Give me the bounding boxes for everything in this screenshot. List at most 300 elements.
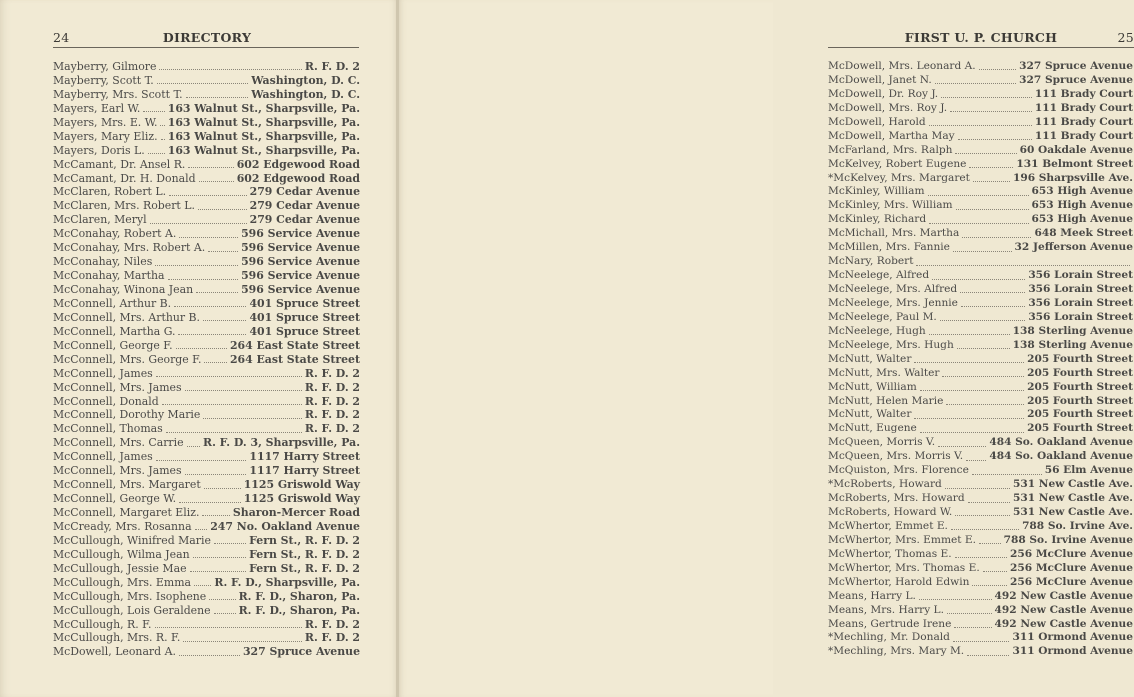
- entry-address: 205 Fourth Street: [1027, 352, 1133, 365]
- entry-name: McCamant, Dr. Ansel R.: [53, 157, 186, 171]
- directory-entry: [828, 255, 1133, 269]
- leader-dots: [962, 237, 1031, 238]
- entry-name: McConnell, Mrs. Arthur B.: [53, 310, 200, 324]
- directory-entry: [53, 102, 360, 116]
- right-page-header: [828, 30, 1134, 46]
- directory-entry: [828, 172, 1133, 186]
- directory-entry: [53, 311, 360, 325]
- leader-dots: [194, 585, 211, 586]
- directory-entry: [828, 116, 1133, 130]
- entry-address: 327 Spruce Avenue: [242, 645, 360, 659]
- entry-address: 32 Jefferson Avenue: [1014, 241, 1133, 254]
- entry-address: 111 Brady Court: [1034, 87, 1133, 100]
- leader-dots: [160, 125, 164, 126]
- entry-name: McNeelege, Mrs. Alfred: [828, 283, 958, 295]
- directory-entry: [828, 631, 1133, 645]
- leader-dots: [143, 111, 164, 112]
- entry-address: 1125 Griswold Way: [243, 478, 360, 492]
- leader-dots: [928, 195, 1029, 196]
- entry-address: 247 No. Oakland Avenue: [210, 519, 360, 533]
- directory-entry: [53, 116, 360, 130]
- leader-dots: [208, 251, 238, 252]
- entry-name: McDowell, Janet N.: [828, 73, 932, 86]
- directory-entry: [828, 130, 1133, 144]
- entry-address: 788 So. Irvine Avenue: [1003, 533, 1133, 546]
- leader-dots: [179, 655, 240, 656]
- directory-list-right: [828, 60, 1133, 659]
- leader-dots: [919, 599, 992, 600]
- entry-address: R. F. D. 2: [304, 631, 360, 645]
- entry-address: Fern St., R. F. D. 2: [249, 561, 360, 575]
- entry-name: McDowell, Martha May: [828, 129, 955, 142]
- directory-entry: [828, 311, 1133, 325]
- entry-address: 256 McClure Avenue: [1010, 561, 1133, 574]
- entry-address: 653 High Avenue: [1031, 213, 1133, 226]
- leader-dots: [166, 432, 302, 433]
- directory-entry: [828, 395, 1133, 409]
- entry-name: McQuiston, Mrs. Florence: [828, 464, 969, 477]
- entry-name: McNutt, Walter: [828, 408, 912, 421]
- directory-entry: [53, 283, 360, 297]
- entry-address: Washington, D. C.: [251, 73, 360, 87]
- leader-dots: [174, 306, 246, 307]
- entry-address: R. F. D., Sharon, Pa.: [238, 589, 360, 603]
- directory-entry: [53, 618, 360, 632]
- directory-entry: [828, 520, 1133, 534]
- entry-address: 492 New Castle Avenue: [994, 617, 1133, 630]
- directory-entry: [53, 339, 360, 353]
- entry-address: R. F. D. 2: [304, 380, 360, 394]
- leader-dots: [204, 362, 226, 363]
- leader-dots: [179, 237, 238, 238]
- entry-name: McKinley, Richard: [828, 213, 927, 226]
- entry-address: R. F. D. 2: [304, 617, 360, 631]
- directory-entry: [828, 450, 1133, 464]
- directory-entry: [53, 241, 360, 255]
- entry-address: 596 Service Avenue: [241, 269, 360, 283]
- directory-entry: [828, 158, 1133, 172]
- leader-dots: [938, 446, 986, 447]
- leader-dots: [955, 153, 1016, 154]
- leader-dots: [979, 69, 1017, 70]
- directory-entry: [828, 436, 1133, 450]
- leader-dots: [953, 641, 1010, 642]
- leader-dots: [920, 432, 1024, 433]
- entry-address: 311 Ormond Avenue: [1012, 631, 1133, 644]
- leader-dots: [186, 97, 249, 98]
- entry-address: 327 Spruce Avenue: [1019, 73, 1133, 86]
- entry-name: McWhertor, Harold Edwin: [828, 575, 970, 588]
- leader-dots: [914, 362, 1024, 363]
- entry-address: Fern St., R. F. D. 2: [249, 533, 360, 547]
- leader-dots: [946, 404, 1024, 405]
- leader-dots: [214, 543, 246, 544]
- leader-dots: [169, 195, 247, 196]
- entry-name: McNeelege, Alfred: [828, 269, 930, 282]
- entry-name: McDowell, Leonard A.: [53, 645, 176, 659]
- leader-dots: [188, 167, 233, 168]
- entry-name: Mayberry, Mrs. Scott T.: [53, 87, 183, 101]
- entry-address: 205 Fourth Street: [1027, 366, 1133, 379]
- directory-entry: [53, 297, 360, 311]
- entry-address: 531 New Castle Ave.: [1012, 478, 1133, 491]
- directory-entry: [828, 339, 1133, 353]
- leader-dots: [155, 627, 302, 628]
- directory-entry: [53, 213, 360, 227]
- entry-name: McClaren, Robert L.: [53, 185, 167, 199]
- entry-address: 205 Fourth Street: [1027, 408, 1133, 421]
- entry-address: 205 Fourth Street: [1027, 380, 1133, 393]
- leader-dots: [195, 529, 208, 530]
- entry-name: McDowell, Harold: [828, 115, 926, 128]
- entry-address: 311 Ormond Avenue: [1012, 645, 1133, 658]
- entry-address: 531 New Castle Ave.: [1012, 506, 1133, 518]
- directory-entry: [828, 562, 1133, 576]
- leader-dots: [961, 306, 1025, 307]
- entry-name: McConnell, Mrs. George F.: [53, 352, 202, 366]
- entry-name: McRoberts, Howard W.: [828, 506, 953, 518]
- leader-dots: [957, 348, 1010, 349]
- entry-name: Mayers, Doris L.: [53, 143, 145, 157]
- entry-address: 163 Walnut St., Sharpsville, Pa.: [167, 129, 360, 143]
- entry-name: McConnell, James: [53, 450, 153, 464]
- directory-entry: [828, 199, 1133, 213]
- entry-address: 484 So. Oakland Avenue: [989, 436, 1133, 449]
- entry-address: R. F. D. 2: [304, 366, 360, 380]
- entry-address: 163 Walnut St., Sharpsville, Pa.: [167, 101, 360, 115]
- entry-address: 531 New Castle Ave.: [1012, 492, 1133, 505]
- entry-name: McCullough, R. F.: [53, 617, 152, 631]
- leader-dots: [973, 181, 1010, 182]
- leader-dots: [159, 69, 301, 70]
- directory-entry: [828, 283, 1133, 297]
- directory-entry: [828, 213, 1133, 227]
- entry-address: 602 Edgewood Road: [236, 157, 360, 171]
- entry-name: McConahay, Martha: [53, 269, 165, 283]
- leader-dots: [972, 474, 1042, 475]
- entry-name: McConahay, Winona Jean: [53, 283, 194, 296]
- leader-dots: [198, 209, 247, 210]
- entry-name: McConnell, Dorothy Marie: [53, 408, 201, 422]
- leader-dots: [958, 139, 1032, 140]
- entry-name: Mayers, Mary Eliz.: [53, 129, 158, 143]
- entry-address: 279 Cedar Avenue: [249, 213, 360, 227]
- directory-entry: [53, 130, 360, 144]
- directory-entry: [828, 464, 1133, 478]
- leader-dots: [183, 641, 302, 642]
- directory-entry: [828, 492, 1133, 506]
- leader-dots: [972, 585, 1007, 586]
- entry-name: McNeelege, Mrs. Hugh: [828, 338, 954, 351]
- leader-dots: [951, 529, 1019, 530]
- leader-dots: [187, 446, 200, 447]
- directory-entry: [828, 590, 1133, 604]
- entry-name: McDowell, Mrs. Roy J.: [828, 101, 948, 114]
- entry-address: 596 Service Avenue: [241, 283, 360, 296]
- leader-dots: [940, 320, 1026, 321]
- leader-dots: [202, 515, 229, 516]
- entry-name: McCullough, Winifred Marie: [53, 533, 211, 547]
- leader-dots: [935, 83, 1016, 84]
- leader-dots: [176, 348, 227, 349]
- leader-dots: [914, 418, 1024, 419]
- entry-name: McNutt, Walter: [828, 352, 912, 365]
- entry-name: *Mechling, Mr. Donald: [828, 631, 950, 644]
- directory-entry: [53, 269, 360, 283]
- entry-address: 264 East State Street: [229, 338, 360, 352]
- leader-dots: [932, 279, 1025, 280]
- entry-name: McConnell, Mrs. Carrie: [53, 436, 184, 450]
- leader-dots: [156, 376, 302, 377]
- entry-address: R. F. D. 2: [304, 408, 360, 422]
- right-page: [398, 0, 1134, 697]
- entry-name: Means, Gertrude Irene: [828, 617, 952, 630]
- directory-entry: [53, 562, 360, 576]
- directory-entry: [53, 185, 360, 199]
- entry-name: *Mechling, Mrs. Mary M.: [828, 645, 965, 658]
- entry-address: 492 New Castle Avenue: [994, 589, 1133, 602]
- entry-name: McWhertor, Mrs. Emmet E.: [828, 533, 976, 546]
- directory-entry: [828, 325, 1133, 339]
- leader-dots: [941, 97, 1032, 98]
- entry-address: 279 Cedar Avenue: [249, 185, 360, 199]
- entry-address: 205 Fourth Street: [1027, 394, 1133, 407]
- leader-dots: [953, 251, 1012, 252]
- directory-entry: [53, 590, 360, 604]
- leader-dots: [199, 181, 234, 182]
- directory-entry: [53, 478, 360, 492]
- directory-entry: [828, 227, 1133, 241]
- directory-entry: [828, 353, 1133, 367]
- directory-entry: [828, 381, 1133, 395]
- entry-name: McNutt, Eugene: [828, 422, 917, 435]
- entry-name: McCullough, Mrs. Emma: [53, 575, 192, 589]
- entry-name: McDowell, Mrs. Leonard A.: [828, 60, 976, 72]
- directory-entry: [828, 144, 1133, 158]
- leader-dots: [916, 265, 1130, 266]
- directory-entry: [53, 60, 360, 74]
- directory-entry: [53, 367, 360, 381]
- directory-entry: [828, 185, 1133, 199]
- leader-dots: [954, 627, 991, 628]
- leader-dots: [920, 390, 1024, 391]
- leader-dots: [967, 655, 1009, 656]
- directory-list-left: [53, 60, 360, 659]
- directory-entry: [53, 325, 360, 339]
- directory-entry: [828, 576, 1133, 590]
- directory-entry: [53, 144, 360, 158]
- directory-entry: [53, 520, 360, 534]
- directory-entry: [828, 269, 1133, 283]
- running-head: DIRECTORY: [162, 30, 252, 45]
- entry-name: McCamant, Dr. H. Donald: [53, 171, 196, 185]
- entry-address: 111 Brady Court: [1034, 129, 1133, 142]
- directory-entry: [53, 381, 360, 395]
- header-rule: [828, 47, 1134, 48]
- entry-address: 111 Brady Court: [1034, 115, 1133, 128]
- directory-entry: [828, 645, 1133, 659]
- directory-entry: [828, 88, 1133, 102]
- entry-address: 401 Spruce Street: [249, 310, 360, 324]
- running-head: FIRST U. P. CHURCH: [904, 30, 1058, 45]
- leader-dots: [196, 292, 238, 293]
- leader-dots: [947, 613, 992, 614]
- directory-entry: [53, 450, 360, 464]
- leader-dots: [190, 571, 247, 572]
- directory-entry: [828, 506, 1133, 520]
- entry-name: McConahay, Mrs. Robert A.: [53, 241, 206, 255]
- entry-address: 163 Walnut St., Sharpsville, Pa.: [167, 115, 360, 129]
- leader-dots: [185, 474, 247, 475]
- entry-name: Mayers, Earl W.: [53, 101, 141, 115]
- leader-dots: [168, 279, 239, 280]
- entry-name: McConnell, Arthur B.: [53, 296, 172, 310]
- entry-address: 56 Elm Avenue: [1044, 464, 1133, 477]
- entry-name: McConnell, Thomas: [53, 422, 163, 436]
- directory-entry: [53, 88, 360, 102]
- leader-dots: [945, 488, 1010, 489]
- leader-dots: [960, 292, 1025, 293]
- entry-address: 648 Meek Street: [1034, 227, 1133, 240]
- leader-dots: [969, 167, 1013, 168]
- directory-entry: [53, 255, 360, 269]
- leader-dots: [178, 334, 246, 335]
- entry-address: R. F. D. 2: [304, 422, 360, 436]
- leader-dots: [204, 488, 241, 489]
- entry-address: 356 Lorain Street: [1028, 296, 1133, 309]
- leader-dots: [156, 460, 247, 461]
- entry-name: McConnell, Mrs. James: [53, 464, 182, 478]
- entry-address: 356 Lorain Street: [1028, 269, 1133, 282]
- entry-name: McWhertor, Emmet E.: [828, 519, 948, 532]
- entry-name: Means, Mrs. Harry L.: [828, 603, 944, 616]
- directory-entry: [53, 227, 360, 241]
- directory-entry: [53, 353, 360, 367]
- entry-name: McConnell, James: [53, 366, 153, 380]
- leader-dots: [979, 543, 1001, 544]
- entry-name: McFarland, Mrs. Ralph: [828, 143, 953, 156]
- entry-name: McNutt, William: [828, 380, 917, 393]
- directory-entry: [53, 408, 360, 422]
- leader-dots: [983, 571, 1007, 572]
- directory-entry: [828, 60, 1133, 74]
- directory-entry: [53, 158, 360, 172]
- entry-name: McConahay, Niles: [53, 255, 153, 269]
- entry-name: McNeelege, Hugh: [828, 324, 926, 337]
- entry-name: McMillen, Mrs. Fannie: [828, 241, 950, 254]
- directory-entry: [828, 74, 1133, 88]
- directory-entry: [53, 395, 360, 409]
- leader-dots: [155, 265, 238, 266]
- entry-address: 205 Fourth Street: [1027, 422, 1133, 435]
- entry-name: McWhertor, Thomas E.: [828, 547, 952, 560]
- entry-address: 138 Sterling Avenue: [1012, 338, 1133, 351]
- entry-address: Fern St., R. F. D. 2: [249, 547, 360, 561]
- entry-address: 653 High Avenue: [1031, 199, 1133, 212]
- leader-dots: [950, 111, 1032, 112]
- entry-name: McConnell, Donald: [53, 394, 159, 408]
- entry-address: 138 Sterling Avenue: [1012, 324, 1133, 337]
- entry-address: 131 Belmont Street: [1016, 157, 1133, 170]
- leader-dots: [968, 502, 1010, 503]
- entry-name: McClaren, Mrs. Robert L.: [53, 199, 195, 213]
- directory-entry: [53, 534, 360, 548]
- entry-name: Mayberry, Gilmore: [53, 60, 157, 73]
- entry-name: *McKelvey, Mrs. Margaret: [828, 171, 970, 184]
- leader-dots: [942, 376, 1024, 377]
- entry-name: Mayers, Mrs. E. W.: [53, 115, 158, 129]
- directory-entry: [828, 534, 1133, 548]
- directory-entry: [53, 436, 360, 450]
- entry-address: 596 Service Avenue: [241, 255, 360, 269]
- entry-address: 596 Service Avenue: [241, 227, 360, 241]
- book-gutter: [396, 0, 399, 697]
- entry-name: McNeelege, Paul M.: [828, 310, 937, 323]
- entry-name: Means, Harry L.: [828, 589, 916, 602]
- directory-entry: [828, 478, 1133, 492]
- directory-entry: [828, 408, 1133, 422]
- entry-address: 356 Lorain Street: [1028, 283, 1133, 295]
- leader-dots: [148, 153, 165, 154]
- entry-name: McDowell, Dr. Roy J.: [828, 87, 939, 100]
- entry-name: McCullough, Lois Geraldene: [53, 603, 211, 617]
- entry-address: 401 Spruce Street: [249, 324, 360, 338]
- entry-name: McConnell, George W.: [53, 492, 177, 506]
- directory-entry: [828, 548, 1133, 562]
- entry-name: *McRoberts, Howard: [828, 478, 942, 491]
- directory-entry: [53, 74, 360, 88]
- leader-dots: [179, 502, 241, 503]
- directory-entry: [53, 492, 360, 506]
- leader-dots: [150, 223, 247, 224]
- page-number: 24: [53, 30, 70, 45]
- entry-address: 256 McClure Avenue: [1010, 575, 1133, 588]
- entry-name: McNary, Robert: [828, 255, 914, 268]
- header-rule: [53, 47, 359, 48]
- entry-name: McKinley, William: [828, 185, 925, 198]
- entry-name: McConnell, George F.: [53, 338, 173, 352]
- directory-entry: [828, 422, 1133, 436]
- entry-address: 256 McClure Avenue: [1010, 547, 1133, 560]
- entry-name: McNutt, Helen Marie: [828, 394, 944, 407]
- entry-address: Sharon-Mercer Road: [232, 506, 360, 519]
- leader-dots: [203, 320, 246, 321]
- entry-address: 196 Sharpsville Ave.: [1012, 171, 1133, 184]
- entry-name: McCullough, Mrs. R. F.: [53, 631, 181, 645]
- entry-address: 327 Spruce Avenue: [1019, 60, 1133, 72]
- directory-entry: [828, 241, 1133, 255]
- entry-name: McKelvey, Robert Eugene: [828, 157, 967, 170]
- entry-address: R. F. D., Sharpsville, Pa.: [214, 575, 360, 589]
- entry-address: 1117 Harry Street: [249, 450, 360, 464]
- entry-address: 596 Service Avenue: [241, 241, 360, 255]
- directory-entry: [53, 506, 360, 520]
- left-page: [0, 0, 398, 697]
- left-page-header: [53, 30, 361, 46]
- entry-name: McCready, Mrs. Rosanna: [53, 519, 192, 533]
- entry-address: 492 New Castle Avenue: [994, 603, 1133, 616]
- entry-address: R. F. D. 3, Sharpsville, Pa.: [203, 436, 360, 450]
- leader-dots: [214, 613, 236, 614]
- directory-entry: [828, 367, 1133, 381]
- entry-address: 163 Walnut St., Sharpsville, Pa.: [167, 143, 360, 157]
- entry-address: 264 East State Street: [229, 352, 360, 366]
- leader-dots: [209, 599, 235, 600]
- directory-entry: [828, 618, 1133, 632]
- entry-name: McConnell, Margaret Eliz.: [53, 506, 200, 519]
- directory-entry: [53, 631, 360, 645]
- entry-address: R. F. D., Sharon, Pa.: [238, 603, 360, 617]
